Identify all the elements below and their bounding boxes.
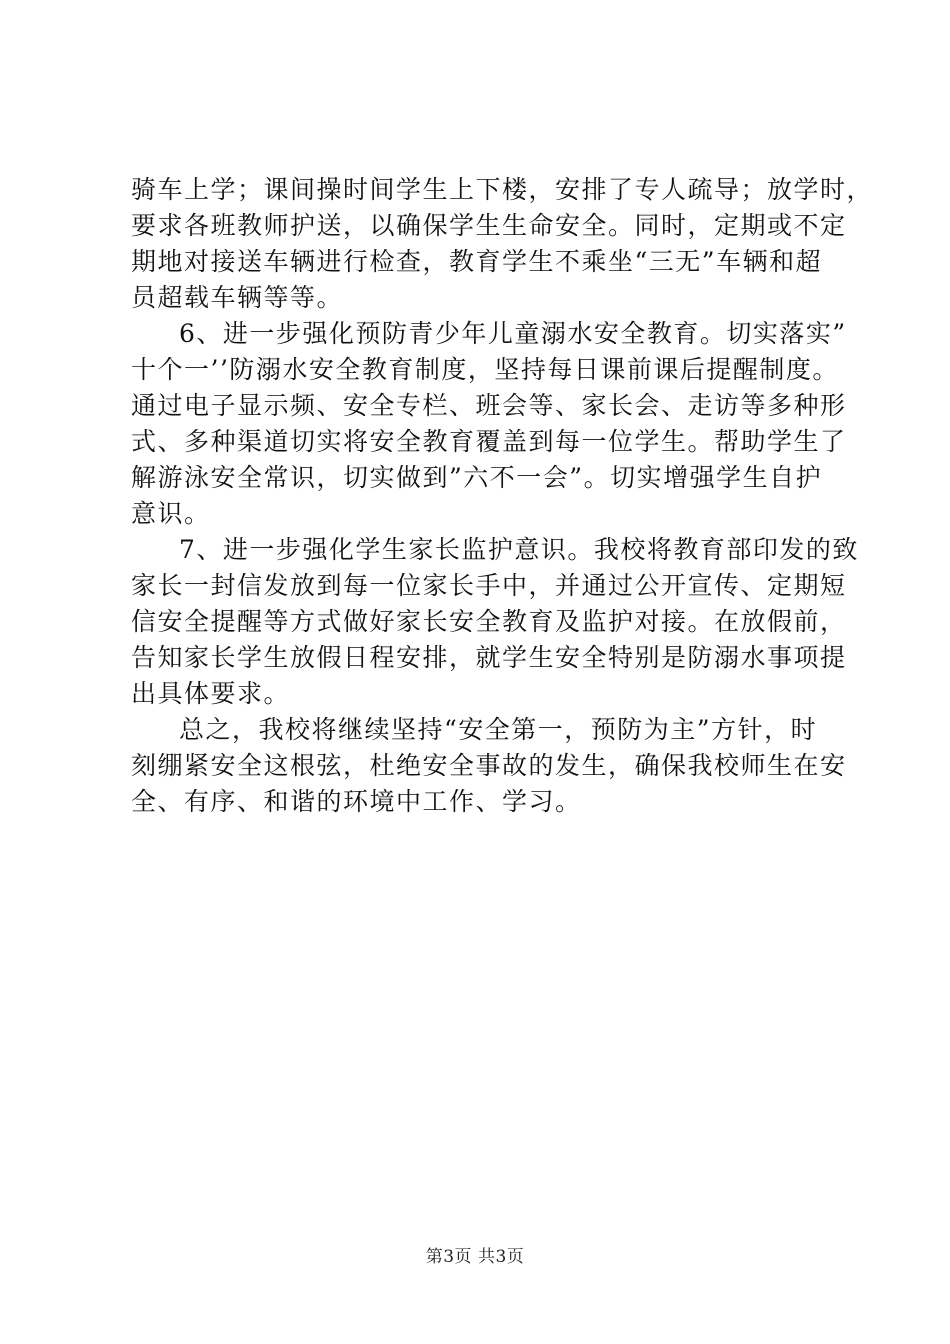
text-line: 员超载车辆等等。 (131, 283, 344, 312)
text-line: 通过电子显示频、安全专栏、班会等、家长会、走访等多种形 (131, 391, 847, 420)
page-number-footer: 第3页 共3页 (425, 1247, 525, 1267)
text-line: 解游泳安全常识，切实做到”六不一会”。切实增强学生自护 (131, 463, 823, 492)
text-line: 全、有序、和谐的环境中工作、学习。 (131, 787, 582, 816)
paragraph-7-start: 7、进一步强化学生家长监护意识。我校将教育部印发的致 (179, 535, 859, 564)
text-line: 十个一’’防溺水安全教育制度，坚持每日课前课后提醒制度。 (131, 355, 839, 384)
paragraph-6-start: 6、进一步强化预防青少年儿童溺水安全教育。切实落实” (179, 319, 847, 348)
text-line: 信安全提醒等方式做好家长安全教育及监护对接。在放假前， (131, 607, 847, 636)
document-body (131, 172, 874, 820)
conclusion-paragraph-start: 总之，我校将继续坚持“安全第一，预防为主”方针，时 (179, 715, 818, 744)
text-line: 意识。 (131, 499, 211, 528)
text-line: 告知家长学生放假日程安排，就学生安全特别是防溺水事项提 (131, 643, 847, 672)
text-line: 式、多种渠道切实将安全教育覆盖到每一位学生。帮助学生了 (131, 427, 847, 456)
text-line: 骑车上学；课间操时间学生上下楼，安排了专人疏导；放学时， (131, 175, 874, 204)
text-line: 期地对接送车辆进行检查，教育学生不乘坐“三无”车辆和超 (131, 247, 823, 276)
text-line: 刻绷紧安全这根弦，杜绝安全事故的发生，确保我校师生在安 (131, 751, 847, 780)
text-line: 出具体要求。 (131, 679, 291, 708)
text-line: 家长一封信发放到每一位家长手中，并通过公开宣传、定期短 (131, 571, 847, 600)
text-line: 要求各班教师护送，以确保学生生命安全。同时，定期或不定 (131, 211, 847, 240)
